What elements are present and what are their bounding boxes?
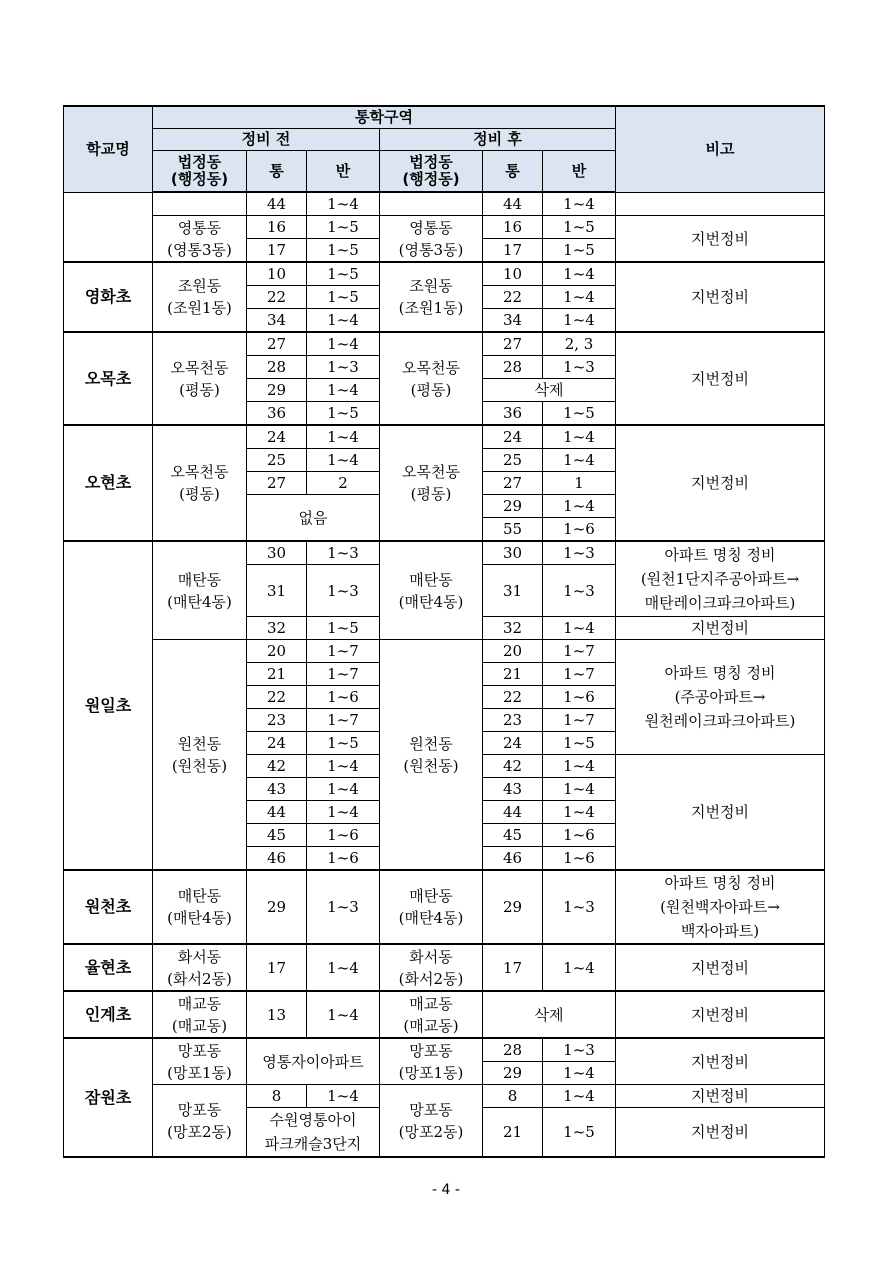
tong-cell: 46: [247, 847, 307, 871]
dong-after: 매탄동 (매탄4동): [380, 541, 483, 640]
school-cell-empty: [64, 192, 153, 262]
ban-cell: 1~5: [307, 402, 380, 426]
ban-cell: 1~3: [307, 356, 380, 379]
school-name: 잠원초: [64, 1038, 153, 1157]
ban-cell: 2, 3: [543, 332, 616, 356]
header-ban-after: 반: [543, 151, 616, 193]
ban-cell: 1~3: [543, 565, 616, 617]
ban-cell: 1~4: [543, 192, 616, 216]
ban-cell: 1~3: [307, 541, 380, 565]
tong-cell: 42: [247, 755, 307, 778]
ban-cell: 1~6: [543, 847, 616, 871]
ban-cell: 1~5: [307, 262, 380, 286]
ban-cell: 1~4: [307, 1085, 380, 1108]
tong-cell: 29: [483, 870, 543, 944]
tong-cell: 22: [483, 686, 543, 709]
tong-cell: 8: [483, 1085, 543, 1108]
school-zone-table: [63, 105, 825, 1158]
note-cell: 지번정비: [616, 944, 825, 991]
tong-cell: 27: [247, 472, 307, 495]
apartment-cell: 수원영통아이 파크캐슬3단지: [247, 1108, 380, 1158]
tong-cell: 17: [483, 944, 543, 991]
tong-cell: 25: [247, 449, 307, 472]
deleted-cell: 삭제: [483, 379, 616, 402]
ban-cell: 1~4: [307, 991, 380, 1038]
tong-cell: 10: [247, 262, 307, 286]
tong-cell: 10: [483, 262, 543, 286]
ban-cell: 1~7: [543, 663, 616, 686]
ban-cell: 1~4: [307, 192, 380, 216]
none-cell: 없음: [247, 495, 380, 542]
tong-cell: 55: [483, 518, 543, 542]
ban-cell: 1~4: [307, 425, 380, 449]
ban-cell: 1~7: [307, 709, 380, 732]
school-name: 오목초: [64, 332, 153, 425]
dong-before: 매탄동 (매탄4동): [153, 541, 247, 640]
header-ban-before: 반: [307, 151, 380, 193]
ban-cell: 1~5: [543, 732, 616, 755]
note-cell: 지번정비: [616, 425, 825, 541]
ban-cell: 1~4: [543, 495, 616, 518]
tong-cell: 23: [247, 709, 307, 732]
dong-after: 망포동 (망포2동): [380, 1085, 483, 1158]
tong-cell: 8: [247, 1085, 307, 1108]
dong-before: 조원동 (조원1동): [153, 262, 247, 332]
dong-after: 매교동 (매교동): [380, 991, 483, 1038]
ban-cell: 1~4: [307, 801, 380, 824]
note-cell: 지번정비: [616, 991, 825, 1038]
ban-cell: 1~5: [543, 1108, 616, 1158]
tong-cell: 27: [247, 332, 307, 356]
tong-cell: 24: [483, 732, 543, 755]
ban-cell: 1~5: [543, 216, 616, 239]
header-after: 정비 후: [380, 129, 616, 151]
ban-cell: 1~4: [307, 449, 380, 472]
ban-cell: 1~5: [307, 286, 380, 309]
tong-cell: 34: [247, 309, 307, 333]
dong-after: 오목천동 (평동): [380, 425, 483, 541]
ban-cell: 1~6: [307, 686, 380, 709]
tong-cell: 22: [247, 686, 307, 709]
ban-cell: 1~3: [307, 870, 380, 944]
ban-cell: 1~5: [307, 617, 380, 640]
tong-cell: 46: [483, 847, 543, 871]
tong-cell: 29: [483, 1062, 543, 1085]
tong-cell: 24: [483, 425, 543, 449]
note-cell: 지번정비: [616, 262, 825, 332]
ban-cell: 1~4: [307, 778, 380, 801]
tong-cell: 36: [247, 402, 307, 426]
ban-cell: 1~4: [543, 449, 616, 472]
tong-cell: 20: [247, 640, 307, 663]
note-cell: 지번정비: [616, 1038, 825, 1085]
ban-cell: 1~3: [543, 870, 616, 944]
tong-cell: 24: [247, 732, 307, 755]
tong-cell: 28: [483, 356, 543, 379]
dong-after: 영통동 (영통3동): [380, 216, 483, 263]
ban-cell: 1~3: [543, 356, 616, 379]
ban-cell: 1~4: [543, 617, 616, 640]
tong-cell: 42: [483, 755, 543, 778]
dong-after: 조원동 (조원1동): [380, 262, 483, 332]
school-name: 인계초: [64, 991, 153, 1038]
dong-after: 원천동 (원천동): [380, 640, 483, 871]
ban-cell: 1~6: [543, 686, 616, 709]
dong-before: 매교동 (매교동): [153, 991, 247, 1038]
ban-cell: 1~3: [543, 541, 616, 565]
header-before: 정비 전: [153, 129, 380, 151]
ban-cell: 1~5: [543, 402, 616, 426]
tong-cell: 32: [483, 617, 543, 640]
tong-cell: 24: [247, 425, 307, 449]
tong-cell: 20: [483, 640, 543, 663]
tong-cell: 29: [247, 379, 307, 402]
tong-cell: 44: [483, 801, 543, 824]
school-name: 원천초: [64, 870, 153, 944]
header-tong-after: 통: [483, 151, 543, 193]
ban-cell: 2: [307, 472, 380, 495]
dong-before: 화서동 (화서2동): [153, 944, 247, 991]
apartment-cell: 영통자이아파트: [247, 1038, 380, 1085]
tong-cell: 29: [483, 495, 543, 518]
ban-cell: 1~7: [543, 640, 616, 663]
tong-cell: 16: [483, 216, 543, 239]
ban-cell: 1~5: [307, 732, 380, 755]
tong-cell: 30: [483, 541, 543, 565]
school-name: 오현초: [64, 425, 153, 541]
deleted-cell: 삭제: [483, 991, 616, 1038]
ban-cell: 1~4: [543, 801, 616, 824]
school-name: 율현초: [64, 944, 153, 991]
ban-cell: 1~4: [307, 332, 380, 356]
tong-cell: 29: [247, 870, 307, 944]
tong-cell: 17: [247, 944, 307, 991]
dong-before: 매탄동 (매탄4동): [153, 870, 247, 944]
page-number: - 4 -: [432, 1182, 460, 1198]
tong-cell: 17: [247, 239, 307, 263]
dong-after: [380, 192, 483, 216]
tong-cell: 21: [483, 663, 543, 686]
dong-before: 오목천동 (평동): [153, 425, 247, 541]
tong-cell: 21: [247, 663, 307, 686]
ban-cell: 1~4: [307, 944, 380, 991]
note-cell: 아파트 명칭 정비 (원천백자아파트→ 백자아파트): [616, 870, 825, 944]
tong-cell: 44: [247, 192, 307, 216]
ban-cell: 1~4: [543, 1085, 616, 1108]
ban-cell: 1~6: [307, 847, 380, 871]
tong-cell: 27: [483, 332, 543, 356]
tong-cell: 28: [483, 1038, 543, 1062]
tong-cell: 31: [247, 565, 307, 617]
tong-cell: 30: [247, 541, 307, 565]
tong-cell: 44: [483, 192, 543, 216]
tong-cell: 28: [247, 356, 307, 379]
tong-cell: 13: [247, 991, 307, 1038]
dong-before: 망포동 (망포2동): [153, 1085, 247, 1158]
ban-cell: 1~4: [307, 379, 380, 402]
tong-cell: 32: [247, 617, 307, 640]
tong-cell: 17: [483, 239, 543, 263]
note-cell: [616, 192, 825, 216]
ban-cell: 1~4: [307, 309, 380, 333]
header-dong-after: 법정동 (행정동): [380, 151, 483, 193]
tong-cell: 23: [483, 709, 543, 732]
note-cell: 지번정비: [616, 1085, 825, 1108]
ban-cell: 1~4: [543, 286, 616, 309]
dong-after: 오목천동 (평동): [380, 332, 483, 425]
ban-cell: 1~7: [543, 709, 616, 732]
ban-cell: 1~4: [543, 309, 616, 333]
tong-cell: 25: [483, 449, 543, 472]
header-dong-before: 법정동 (행정동): [153, 151, 247, 193]
tong-cell: 34: [483, 309, 543, 333]
tong-cell: 22: [483, 286, 543, 309]
ban-cell: 1~4: [543, 1062, 616, 1085]
dong-after: 화서동 (화서2동): [380, 944, 483, 991]
school-name: 원일초: [64, 541, 153, 870]
tong-cell: 43: [247, 778, 307, 801]
note-cell: 지번정비: [616, 617, 825, 640]
ban-cell: 1~4: [543, 944, 616, 991]
ban-cell: 1~6: [543, 824, 616, 847]
tong-cell: 44: [247, 801, 307, 824]
ban-cell: 1~4: [307, 755, 380, 778]
ban-cell: 1~3: [543, 1038, 616, 1062]
dong-before: 원천동 (원천동): [153, 640, 247, 871]
tong-cell: 45: [483, 824, 543, 847]
tong-cell: 45: [247, 824, 307, 847]
dong-before: 오목천동 (평동): [153, 332, 247, 425]
tong-cell: 43: [483, 778, 543, 801]
ban-cell: 1~5: [543, 239, 616, 263]
dong-before: 영통동 (영통3동): [153, 216, 247, 263]
header-zone: 통학구역: [153, 106, 616, 129]
dong-after: 망포동 (망포1동): [380, 1038, 483, 1085]
note-cell: 지번정비: [616, 755, 825, 871]
header-remark: 비고: [616, 106, 825, 192]
header-tong-before: 통: [247, 151, 307, 193]
tong-cell: 16: [247, 216, 307, 239]
ban-cell: 1~5: [307, 216, 380, 239]
ban-cell: 1~4: [543, 778, 616, 801]
ban-cell: 1~4: [543, 425, 616, 449]
note-cell: 아파트 명칭 정비 (주공아파트→ 원천레이크파크아파트): [616, 640, 825, 755]
ban-cell: 1~3: [307, 565, 380, 617]
ban-cell: 1~7: [307, 663, 380, 686]
ban-cell: 1: [543, 472, 616, 495]
note-cell: 지번정비: [616, 332, 825, 425]
dong-after: 매탄동 (매탄4동): [380, 870, 483, 944]
dong-before: 망포동 (망포1동): [153, 1038, 247, 1085]
tong-cell: 27: [483, 472, 543, 495]
ban-cell: 1~6: [307, 824, 380, 847]
ban-cell: 1~4: [543, 755, 616, 778]
ban-cell: 1~4: [543, 262, 616, 286]
ban-cell: 1~7: [307, 640, 380, 663]
note-cell: 지번정비: [616, 1108, 825, 1158]
ban-cell: 1~6: [543, 518, 616, 542]
header-school: 학교명: [64, 106, 153, 192]
tong-cell: 36: [483, 402, 543, 426]
note-cell: 지번정비: [616, 216, 825, 263]
ban-cell: 1~5: [307, 239, 380, 263]
tong-cell: 31: [483, 565, 543, 617]
dong-before: [153, 192, 247, 216]
school-name: 영화초: [64, 262, 153, 332]
tong-cell: 21: [483, 1108, 543, 1158]
note-cell: 아파트 명칭 정비 (원천1단지주공아파트→ 매탄레이크파크아파트): [616, 541, 825, 617]
tong-cell: 22: [247, 286, 307, 309]
